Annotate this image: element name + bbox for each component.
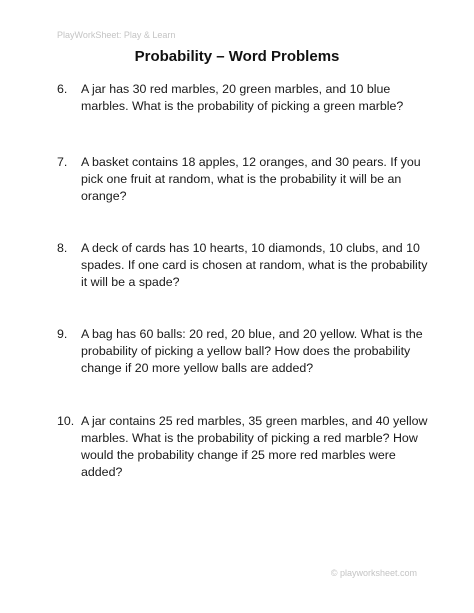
header-watermark: PlayWorkSheet: Play & Learn — [57, 30, 176, 40]
problem-text: A bag has 60 balls: 20 red, 20 blue, and 20 yellow. What is the probability of picking a yellow ball? How does the probability change if 20 more yellow balls are added? — [81, 327, 423, 375]
problem-item — [57, 326, 437, 377]
problem-text: A jar contains 25 red marbles, 35 green marbles, and 40 yellow marbles. What is the probability of picking a red marble? How would the probability change if 25 more red marbles were added? — [81, 414, 428, 479]
problem-item — [57, 81, 437, 115]
page-title: Probability – Word Problems — [134, 48, 340, 65]
problem-item — [57, 154, 437, 205]
problem-number: 9. — [57, 327, 68, 341]
footer-watermark: © playworksheet.com — [330, 568, 417, 578]
problem-text: A basket contains 18 apples, 12 oranges, and 30 pears. If you pick one fruit at random, what is the probability it will be an orange? — [81, 155, 421, 203]
problem-number: 7. — [57, 155, 68, 169]
problem-item — [57, 413, 437, 481]
problem-text: A jar has 30 red marbles, 20 green marbles, and 10 blue marbles. What is the probability of picking a green marble? — [81, 82, 404, 113]
problem-number: 6. — [57, 82, 68, 96]
problem-text: A deck of cards has 10 hearts, 10 diamonds, 10 clubs, and 10 spades. If one card is chosen at random, what is the probability it will be a spade? — [81, 241, 428, 289]
problem-item — [57, 240, 437, 291]
problem-number: 8. — [57, 241, 68, 255]
problem-number: 10. — [57, 414, 75, 428]
